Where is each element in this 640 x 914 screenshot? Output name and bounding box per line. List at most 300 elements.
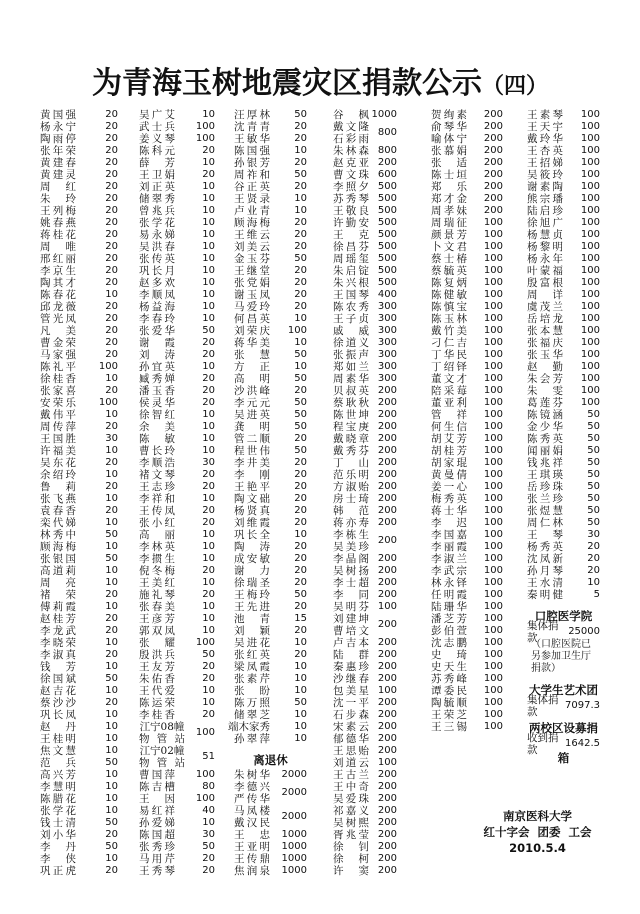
- donor-row: [234, 397, 307, 409]
- donation-amount: 20: [202, 469, 215, 480]
- donor-name: 张红英: [234, 649, 270, 661]
- donation-amount: 20: [105, 181, 118, 192]
- donor-row: [527, 277, 600, 289]
- donor-row: [40, 109, 118, 121]
- donor-column: [228, 109, 307, 877]
- donation-amount: 20: [294, 517, 307, 528]
- donor-name: 吴东花: [40, 457, 76, 469]
- donor-row: [527, 493, 600, 505]
- donor-row: [40, 757, 118, 769]
- donor-name: 朱林森: [333, 145, 369, 157]
- donor-row: [234, 649, 307, 661]
- donor-row: [527, 469, 600, 481]
- donation-amount: 200: [483, 157, 503, 168]
- donor-name: 张家喜: [40, 385, 76, 397]
- donor-row: [139, 157, 215, 169]
- donation-amount: 200: [377, 637, 397, 648]
- donation-amount: 200: [377, 853, 397, 864]
- donor-name-line: 江宁02幢: [139, 745, 185, 757]
- donor-row: [40, 793, 118, 805]
- donation-amount: 10: [202, 301, 215, 312]
- donation-amount: 20: [105, 193, 118, 204]
- donation-amount: 10: [105, 781, 118, 792]
- donor-row: [139, 145, 215, 157]
- donor-row: [139, 289, 215, 301]
- donor-name: 王招娣: [527, 157, 563, 169]
- donation-amount: 10: [202, 529, 215, 540]
- donor-row: [234, 541, 307, 553]
- donor-row: [431, 601, 503, 613]
- donor-name: 王志珍: [139, 481, 175, 493]
- donor-row: [333, 217, 397, 229]
- donor-name: [333, 529, 369, 553]
- donor-name: 周亮: [40, 577, 76, 589]
- donation-amount: 10: [294, 673, 307, 684]
- donation-amount: 50: [294, 397, 307, 408]
- donor-row: [139, 553, 215, 565]
- donor-name: 刁仁吉: [431, 337, 467, 349]
- donation-amount: 20: [105, 121, 118, 132]
- donor-row: [234, 241, 307, 253]
- donor-row: [431, 541, 503, 553]
- donor-name: 褚文琴: [139, 469, 175, 481]
- donor-row: [333, 433, 397, 445]
- donor-name: 王维云: [234, 229, 270, 241]
- donor-name: 潘芝芳: [431, 613, 467, 625]
- donor-name: 许勤安: [333, 217, 369, 229]
- donation-amount: 100: [483, 433, 503, 444]
- donation-amount: 500: [377, 265, 397, 276]
- donor-row: [333, 469, 397, 481]
- donor-row: [234, 829, 307, 841]
- donation-amount: 50: [587, 505, 600, 516]
- donation-amount: 20: [105, 313, 118, 324]
- donor-row: [431, 661, 503, 673]
- donor-name-line: 李德兴: [234, 781, 270, 793]
- donation-amount: 100: [580, 121, 600, 132]
- donor-name: 徐道义: [333, 337, 369, 349]
- donor-row: [139, 469, 215, 481]
- donor-row: [40, 697, 118, 709]
- donation-amount: 100: [483, 649, 503, 660]
- donor-name: 蔡沙沙: [40, 697, 76, 709]
- donor-name: 郑乐: [431, 181, 467, 193]
- donor-name: 曾兆兵: [139, 205, 175, 217]
- donation-amount: 100: [483, 361, 503, 372]
- donor-name: 程宝庚: [333, 421, 369, 433]
- donor-row: [431, 289, 503, 301]
- donor-name: 喻体宁: [431, 133, 467, 145]
- donor-name: 彭伯萱: [431, 625, 467, 637]
- donation-amount: 50: [294, 169, 307, 180]
- donation-amount: 500: [377, 181, 397, 192]
- donation-amount: 100: [483, 325, 503, 336]
- donation-amount: 100: [483, 697, 503, 708]
- donor-row: [40, 193, 118, 205]
- donor-name: 焦文慧: [40, 745, 76, 757]
- donation-amount: 1000: [281, 829, 307, 840]
- donor-row: [40, 517, 118, 529]
- donation-amount: 100: [580, 277, 600, 288]
- donation-amount: 20: [294, 457, 307, 468]
- donation-amount: 10: [105, 565, 118, 576]
- donor-name: 郭双凤: [139, 625, 175, 637]
- donor-name: 徐国斌: [40, 673, 76, 685]
- donation-amount: 100: [580, 313, 600, 324]
- donor-name: 王梅玲: [234, 589, 270, 601]
- donor-row: [333, 793, 397, 805]
- donor-row: [333, 373, 397, 385]
- donor-row: [40, 817, 118, 829]
- donation-amount: 200: [377, 829, 397, 840]
- donation-amount: 100: [483, 289, 503, 300]
- donor-name: 蒋华美: [234, 337, 270, 349]
- donation-amount: 1000: [281, 865, 307, 876]
- donation-amount: 500: [377, 205, 397, 216]
- donor-row: [234, 217, 307, 229]
- donation-amount: 20: [105, 145, 118, 156]
- footer-organizations: 红十字会 团委 工会: [483, 825, 592, 839]
- donation-amount: 20: [294, 469, 307, 480]
- donor-name: 王中奇: [333, 781, 369, 793]
- donor-name: 陈敏: [139, 433, 175, 445]
- donor-column: [527, 109, 600, 765]
- donor-name: 徐桂香: [40, 373, 76, 385]
- donor-name: 周祚和: [234, 169, 270, 181]
- donor-name: 王琪瑛: [527, 469, 563, 481]
- donor-row: [431, 349, 503, 361]
- donation-amount: 200: [377, 841, 397, 852]
- donor-name: 钱士清: [40, 817, 76, 829]
- donor-row: [234, 289, 307, 301]
- donor-name: 丁华民: [431, 349, 467, 361]
- donation-amount: 10: [202, 109, 215, 120]
- donor-name: 杨永年: [527, 253, 563, 265]
- donation-amount: 20: [105, 169, 118, 180]
- donor-name: 张飞燕: [40, 493, 76, 505]
- donor-name: 蒋士华: [431, 505, 467, 517]
- donor-name: 李国嘉: [431, 529, 467, 541]
- donor-row: [139, 589, 215, 601]
- donation-amount: 50: [294, 445, 307, 456]
- donation-amount: 100: [580, 193, 600, 204]
- donor-name: 许福美: [40, 445, 76, 457]
- donor-row: [333, 193, 397, 205]
- donation-amount: 50: [587, 517, 600, 528]
- donor-row: [333, 613, 397, 637]
- donor-row: [139, 253, 215, 265]
- donation-amount: 20: [294, 553, 307, 564]
- donation-amount: 20: [294, 265, 307, 276]
- donation-amount: 100: [580, 145, 600, 156]
- donor-name: 王三锡: [431, 721, 467, 733]
- donor-row: [234, 337, 307, 349]
- donor-name: 马家强: [40, 349, 76, 361]
- donation-amount: 10: [294, 661, 307, 672]
- donation-amount: 100: [483, 217, 503, 228]
- donor-name: 陈运荣: [139, 697, 175, 709]
- donation-amount: 20: [202, 481, 215, 492]
- donor-row: [431, 421, 503, 433]
- donor-row: [139, 541, 215, 553]
- donor-row: [527, 181, 600, 193]
- donor-row: [139, 409, 215, 421]
- donor-name: 范乐明: [333, 469, 369, 481]
- donor-name: 赵克亚: [333, 157, 369, 169]
- donor-row: [234, 853, 307, 865]
- donor-name-line: 戴汉民: [234, 817, 270, 829]
- donation-amount: 2000: [281, 811, 307, 822]
- donation-amount: 100: [483, 625, 503, 636]
- donor-name: 沈凤新: [527, 553, 563, 565]
- donor-row: [234, 613, 307, 625]
- donation-amount: 100: [483, 301, 503, 312]
- donor-row: [333, 721, 397, 733]
- donation-amount: 20: [105, 205, 118, 216]
- page-title: [0, 58, 640, 102]
- donor-row: [139, 193, 215, 205]
- donor-name: 姜一心: [431, 481, 467, 493]
- donor-name: 何昌英: [234, 313, 270, 325]
- donor-row: [431, 169, 503, 181]
- donor-row: [40, 589, 118, 601]
- donation-amount: 20: [202, 397, 215, 408]
- donor-row: [527, 217, 600, 229]
- donor-row: [527, 553, 600, 565]
- donor-row: [333, 337, 397, 349]
- donor-name: 戚威: [333, 325, 369, 337]
- donation-amount: 20: [294, 433, 307, 444]
- donor-name: 方正: [234, 361, 270, 373]
- donor-row: [333, 661, 397, 673]
- donor-row: [139, 637, 215, 649]
- donor-name: 张慧: [234, 349, 270, 361]
- donor-row: [40, 625, 118, 637]
- donor-name: 高丽: [139, 529, 175, 541]
- donation-amount: 10: [587, 577, 600, 588]
- donation-amount: 20: [202, 337, 215, 348]
- donation-amount: 2000: [281, 787, 307, 798]
- donor-name: 祁嘉义: [333, 805, 369, 817]
- donation-amount: 30: [587, 529, 600, 540]
- donor-name: 吴进花: [234, 637, 270, 649]
- donor-name: 陶涛: [234, 541, 270, 553]
- donor-name: 朱树华: [234, 769, 270, 781]
- donation-amount: 1642.5: [565, 738, 600, 749]
- donor-row: [431, 709, 503, 721]
- donation-amount: 100: [580, 253, 600, 264]
- donor-name: 李顺凤: [139, 289, 175, 301]
- donor-row: [431, 457, 503, 469]
- donor-row: [139, 685, 215, 697]
- donor-name: 金少华: [527, 421, 563, 433]
- donation-amount: 100: [580, 241, 600, 252]
- donor-row: [40, 781, 118, 793]
- donation-amount: 100: [483, 541, 503, 552]
- donor-name: 沙继春: [333, 673, 369, 685]
- donation-amount: 10: [294, 337, 307, 348]
- donation-amount: 10: [105, 289, 118, 300]
- donor-row: [234, 685, 307, 697]
- donor-name: 张福庆: [527, 337, 563, 349]
- donor-name: 储翠秀: [139, 193, 175, 205]
- donor-name: 张传英: [139, 253, 175, 265]
- donor-row: [234, 505, 307, 517]
- donation-amount: 100: [483, 409, 503, 420]
- donor-row: [527, 289, 600, 301]
- donation-amount: 100: [483, 721, 503, 732]
- donor-name: 余美: [139, 421, 175, 433]
- donor-row: [234, 313, 307, 325]
- donor-name: 王桂明: [40, 733, 76, 745]
- donor-name: 任明霞: [431, 589, 467, 601]
- donor-row: [139, 565, 215, 577]
- donor-name: 蒋桂花: [40, 229, 76, 241]
- donation-amount: 30: [105, 433, 118, 444]
- donor-column: [139, 109, 215, 877]
- donor-row: [333, 589, 397, 601]
- donor-name: 张年荣: [40, 145, 76, 157]
- donor-row: [333, 673, 397, 685]
- donation-amount: 10: [105, 493, 118, 504]
- donor-name: 徐智红: [139, 409, 175, 421]
- donor-name: 金玉芬: [234, 253, 270, 265]
- donation-amount: 50: [294, 697, 307, 708]
- donor-name: 王杏英: [527, 145, 563, 157]
- donation-amount: 100: [483, 613, 503, 624]
- donor-row: [40, 325, 118, 337]
- donor-name: 高道莉: [40, 565, 76, 577]
- donor-row: [234, 781, 307, 805]
- donation-amount: 200: [377, 433, 397, 444]
- donor-row: [431, 157, 503, 169]
- donor-name: 苏秀峰: [431, 673, 467, 685]
- donation-amount: 50: [294, 589, 307, 600]
- donation-amount: 800: [377, 127, 397, 138]
- donor-name: 吴筱玲: [527, 169, 563, 181]
- donation-amount: 2000: [281, 769, 307, 780]
- donor-row: [527, 121, 600, 133]
- donor-row: [431, 241, 503, 253]
- donation-amount: 100: [483, 505, 503, 516]
- donor-row: [431, 721, 503, 733]
- donor-row: [139, 169, 215, 181]
- donation-amount: 20: [294, 505, 307, 516]
- donor-row: [40, 469, 118, 481]
- donor-name: 陪采莓: [431, 385, 467, 397]
- donor-row: [333, 805, 397, 817]
- donor-name: 陆启珍: [527, 205, 563, 217]
- group-donation-label: 集体捐款: [527, 620, 559, 644]
- donor-row: [234, 709, 307, 721]
- donation-amount: 200: [377, 385, 397, 396]
- donor-row: [527, 361, 600, 373]
- donor-name: 陈国强: [234, 145, 270, 157]
- donor-name: 吴树熙: [333, 817, 369, 829]
- donation-amount: 1000: [281, 853, 307, 864]
- donation-amount: 10: [202, 697, 215, 708]
- donor-name: 郑才金: [431, 193, 467, 205]
- donation-amount: 500: [377, 277, 397, 288]
- donor-row: [431, 409, 503, 421]
- donation-amount: 50: [202, 841, 215, 852]
- donor-row: [431, 277, 503, 289]
- donor-name: 王卫娟: [139, 169, 175, 181]
- donation-amount: 800: [377, 145, 397, 156]
- donor-name: 李晓荣: [40, 637, 76, 649]
- donor-row: [139, 457, 215, 469]
- donation-amount: 20: [294, 601, 307, 612]
- donor-name: [139, 721, 185, 745]
- donor-row: [139, 625, 215, 637]
- donor-name: 周详: [527, 289, 563, 301]
- donor-row: [40, 205, 118, 217]
- donor-name: 栾代娣: [40, 517, 76, 529]
- donor-name: 秦明健: [527, 589, 563, 601]
- donation-amount: 10: [202, 241, 215, 252]
- donation-amount: 100: [580, 289, 600, 300]
- donation-amount: 50: [587, 433, 600, 444]
- donor-row: [40, 169, 118, 181]
- donation-amount: 10: [105, 721, 118, 732]
- donation-amount: 100: [195, 727, 215, 738]
- donor-row: [527, 133, 600, 145]
- donor-row: [234, 553, 307, 565]
- donor-name: 包美星: [333, 685, 369, 697]
- donor-name: 陈万照: [234, 697, 270, 709]
- donor-name: 池青: [234, 613, 270, 625]
- donor-row: [333, 637, 397, 649]
- donor-row: [40, 829, 118, 841]
- donor-row: [333, 493, 397, 505]
- donor-row: [139, 385, 215, 397]
- donation-amount: 200: [377, 445, 397, 456]
- donor-name: 王思贻: [333, 745, 369, 757]
- donor-row: [527, 193, 600, 205]
- donor-name: 王国胜: [40, 433, 76, 445]
- donation-amount: 200: [377, 697, 397, 708]
- donor-name: 李春玲: [139, 313, 175, 325]
- donor-row: [431, 373, 503, 385]
- donation-amount: 100: [580, 133, 600, 144]
- donor-row: [234, 133, 307, 145]
- donation-amount: 20: [294, 241, 307, 252]
- donor-name: 易红祥: [139, 805, 175, 817]
- donor-row: [234, 565, 307, 577]
- section-heading: 口腔医学院: [534, 609, 593, 623]
- donor-name: 杨黎明: [527, 241, 563, 253]
- donor-name: 李士超: [333, 577, 369, 589]
- donor-row: [40, 349, 118, 361]
- donation-amount: 20: [105, 109, 118, 120]
- donor-row: [40, 841, 118, 853]
- donor-name-line: 吴美珍: [333, 541, 369, 553]
- donor-row: [40, 493, 118, 505]
- donation-amount: 100: [483, 565, 503, 576]
- donor-row: [139, 181, 215, 193]
- donation-amount: 100: [483, 577, 503, 588]
- donor-row: [431, 361, 503, 373]
- donor-name: 周红: [40, 181, 76, 193]
- donor-row: [40, 157, 118, 169]
- donor-name: 薛芳: [139, 157, 175, 169]
- donor-name: 戴晓章: [333, 433, 369, 445]
- donor-name: 朱兴根: [333, 277, 369, 289]
- donor-name: 李顺浩: [139, 457, 175, 469]
- donor-row: [139, 361, 215, 373]
- donor-name: 李侠: [40, 853, 76, 865]
- donor-row: [40, 313, 118, 325]
